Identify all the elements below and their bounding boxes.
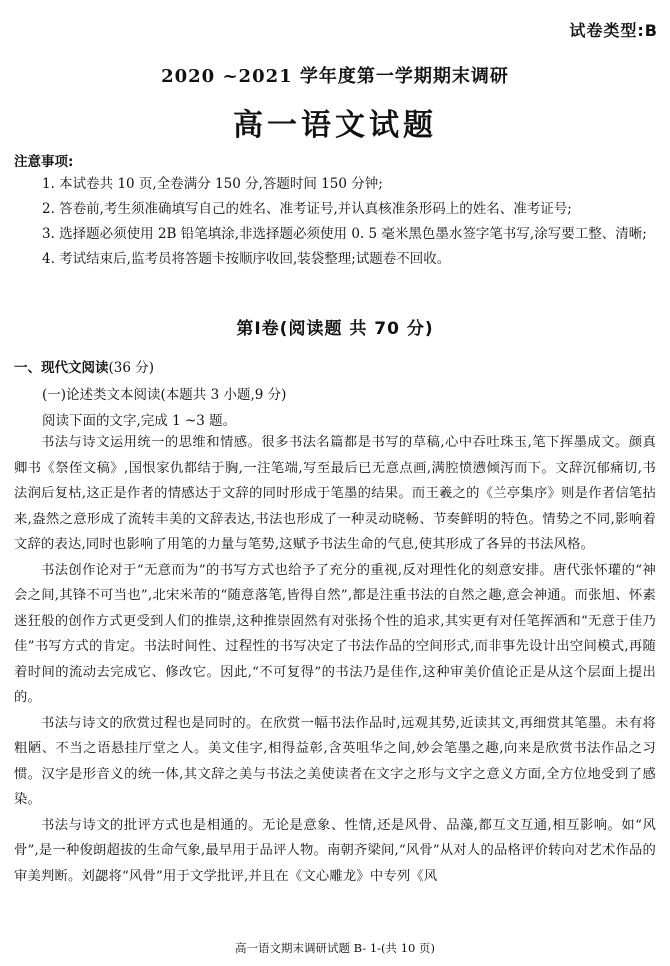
exam-subtitle: 2020 ~2021 学年度第一学期期末调研 [161,66,509,87]
part-label: 一、现代文阅读 [14,360,109,376]
notice-heading: 注意事项: [14,154,74,170]
passage-paragraph: 书法与诗文运用统一的思维和情感。很多书法名篇都是书写的草稿,心中吞吐珠玉,笔下挥墨成文。颜真卿书《祭侄文稿》,国恨家仇都结于胸,一注笔端,写至最后已无意点画,满腔愤懑倾泻而下。文辞沉郁痛切,书法润后复枯,这正是作者的情感达于文辞的同时形成于笔墨的结果。而王羲之的《兰亭集序》则是作者信笔拈来,盎然之意形成了流转丰美的文辞表达,书法也形成了一种灵动晓畅、节奏鲜明的特色。情势之不同,影响着文辞的表达,同时也影响了用笔的力量与笔势,这赋予书法生命的气息,使其形成了各异的书法风格。 [14,435,656,552]
part-heading [14,356,154,376]
notice-item: 3. 选择题必须使用 2B 铅笔填涂,非选择题必须使用 0. 5 毫米黑色墨水签字笔书写,涂写要工整、清晰; [42,226,647,242]
paper-type-label: 试卷类型:B [569,21,658,40]
page-footer: 高一语文期末调研试题 B- 1-(共 10 页) [235,941,435,955]
notice-item: 1. 本试卷共 10 页,全卷满分 150 分,答题时间 150 分钟; [42,176,383,192]
part-score: (36 分) [108,360,155,376]
reading-instruction: 阅读下面的文字,完成 1 ~3 题。 [42,413,237,429]
notice-list [14,172,656,272]
notice-item: 2. 答卷前,考生须准确填写自己的姓名、准考证号,并认真核准条形码上的姓名、准考证号; [42,201,572,217]
passage [14,430,656,889]
subpart-heading: (一)论述类文本阅读(本题共 3 小题,9 分) [42,387,287,403]
passage-paragraph: 书法与诗文的批评方式也是相通的。无论是意象、性情,还是风骨、品藻,都互文互通,相互影响。如“风骨”,是一种俊朗超拔的生命气象,最早用于品评人物。南朝齐梁间,“风骨”从对人的品格评价转向对艺术作品的审美判断。刘勰将“风骨”用于文学批评,并且在《文心雕龙》中专列《风 [14,817,656,884]
passage-paragraph: 书法与诗文的欣赏过程也是同时的。在欣赏一幅书法作品时,远观其势,近读其文,再细赏其笔墨。未有将粗陋、不当之语悬挂厅堂之人。美文佳字,相得益彰,含英咀华之间,妙会笔墨之趣,向来是欣赏书法作品之习惯。汉字是形音义的统一体,其文辞之美与书法之美使读者在文字之形与文字之意义方面,全方位地受到了感染。 [14,715,656,807]
section-title: 第Ⅰ卷(阅读题 共 70 分) [236,319,434,339]
notice-item: 4. 考试结束后,监考员将答题卡按顺序收回,装袋整理;试题卷不回收。 [42,251,451,267]
passage-paragraph: 书法创作论对于“无意而为”的书写方式也给予了充分的重视,反对理性化的刻意安排。唐代张怀瓘的“神会之间,其锋不可当也”,北宋米芾的“随意落笔,皆得自然”,都是注重书法的自然之趣,意会神通。而张旭、怀素迷狂般的创作方式更受到人们的推崇,这种推崇固然有对张扬个性的追求,其实更有对任笔挥洒和“无意于佳乃佳”书写方式的肯定。书法时间性、过程性的书写决定了书法作品的空间形式,而非事先设计出空间模式,再随着时间的流动去完成它、修改它。因此,“不可复得”的书法乃是佳作,这种审美价值论正是从这个层面上提出的。 [14,562,656,705]
page-title: 高一语文试题 [233,108,437,143]
